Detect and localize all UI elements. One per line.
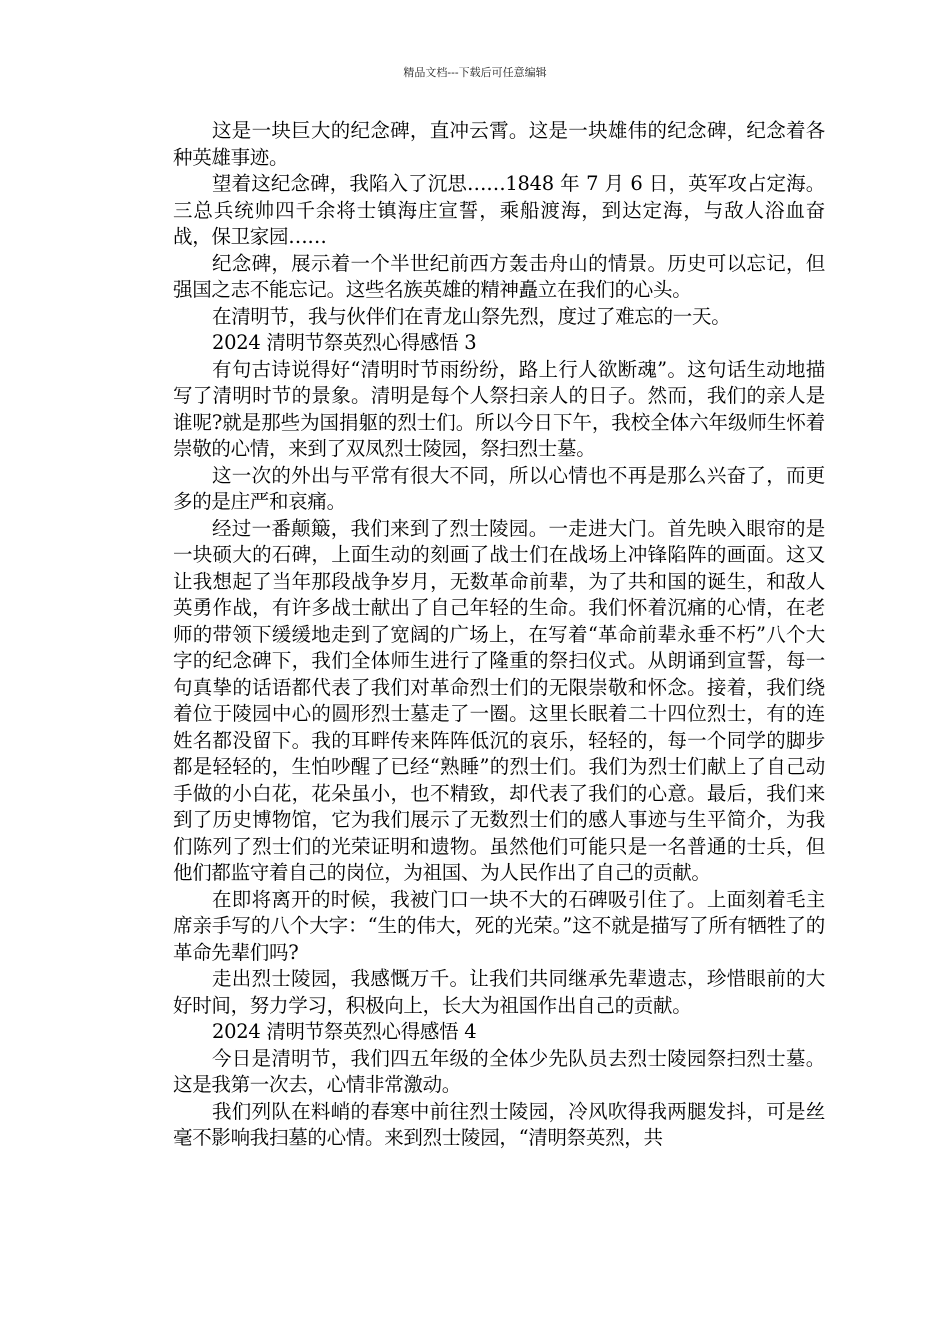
- paragraph: 在即将离开的时候，我被门口一块不大的石碑吸引住了。上面刻着毛主席亲手写的八个大字：“生的伟大，死的光荣。”这不就是描写了所有牺牲了的革命先辈们吗?: [173, 887, 825, 964]
- paragraph: 有句古诗说得好“清明时节雨纷纷，路上行人欲断魂”。这句话生动地描写了清明时节的景象。清明是每个人祭扫亲人的日子。然而，我们的亲人是谁呢?就是那些为国捐躯的烈士们。所以今日下午，我校全体六年级师生怀着崇敬的心情，来到了双凤烈士陵园，祭扫烈士墓。: [173, 357, 825, 460]
- paragraph: 在清明节，我与伙伴们在青龙山祭先烈，度过了难忘的一天。: [212, 304, 731, 328]
- paragraph: 这是一块巨大的纪念碑，直冲云霄。这是一块雄伟的纪念碑，纪念着各种英雄事迹。: [173, 119, 825, 169]
- page-header: 精品文档---下载后可任意编辑: [403, 66, 547, 79]
- paragraph: 走出烈士陵园，我感慨万千。让我们共同继承先辈遗志，珍惜眼前的大好时间，努力学习，积极向上，长大为祖国作出自己的贡献。: [173, 967, 825, 1017]
- paragraph: 我们列队在料峭的春寒中前往烈士陵园，冷风吹得我两腿发抖，可是丝毫不影响我扫墓的心情。来到烈士陵园，“清明祭英烈，共: [173, 1099, 825, 1149]
- paragraph: 这一次的外出与平常有很大不同，所以心情也不再是那么兴奋了，而更多的是庄严和哀痛。: [173, 463, 825, 513]
- section-heading: 2024 清明节祭英烈心得感悟 3: [212, 331, 477, 354]
- paragraph: 经过一番颠簸，我们来到了烈士陵园。一走进大门。首先映入眼帘的是一块硕大的石碑，上面生动的刻画了战士们在战场上冲锋陷阵的画面。这又让我想起了当年那段战争岁月，无数革命前辈，为了共和国的诞生，和敌人英勇作战，有许多战士献出了自己年轻的生命。我们怀着沉痛的心情，在老师的带领下缓缓地走到了宽阔的广场上，在写着“革命前辈永垂不朽”八个大字的纪念碑下，我们全体师生进行了隆重的祭扫仪式。从朗诵到宣誓，每一句真挚的话语都代表了我们对革命烈士们的无限崇敬和怀念。接着，我们绕着位于陵园中心的圆形烈士墓走了一圈。这里长眠着二十四位烈士，有的连姓名都没留下。我的耳畔传来阵阵低沉的哀乐，轻轻的，每一个同学的脚步都是轻轻的，生怕吵醒了已经“熟睡”的烈士们。我们为烈士们献上了自己动手做的小白花，花朵虽小，也不精致，却代表了我们的心意。最后，我们来到了历史博物馆，它为我们展示了无数烈士们的感人事迹与生平简介，为我们陈列了烈士们的光荣证明和遗物。虽然他们可能只是一名普通的士兵，但他们都监守着自己的岗位，为祖国、为人民作出了自己的贡献。: [173, 516, 825, 884]
- document-body: [173, 118, 825, 1152]
- paragraph: 纪念碑，展示着一个半世纪前西方轰击舟山的情景。历史可以忘记，但强国之志不能忘记。这些名族英雄的精神矗立在我们的心头。: [173, 251, 825, 301]
- paragraph: 望着这纪念碑，我陷入了沉思……1848 年 7 月 6 日，英军攻占定海。三总兵统帅四千余将士镇海庄宣誓，乘船渡海，到达定海，与敌人浴血奋战，保卫家园……: [173, 172, 825, 248]
- section-heading: 2024 清明节祭英烈心得感悟 4: [212, 1020, 477, 1043]
- paragraph: 今日是清明节，我们四五年级的全体少先队员去烈士陵园祭扫烈士墓。这是我第一次去，心情非常激动。: [173, 1046, 825, 1096]
